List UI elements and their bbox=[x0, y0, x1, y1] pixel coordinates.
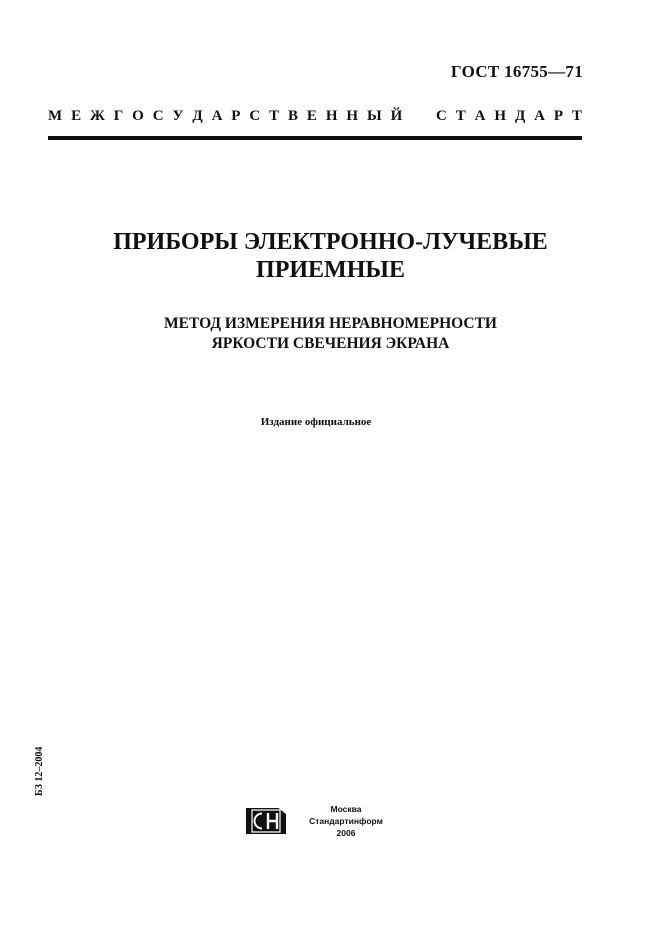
header-letter: Т bbox=[571, 108, 582, 124]
header-letter: О bbox=[132, 108, 144, 124]
publisher-year: 2006 bbox=[336, 828, 356, 838]
header-letter: Н bbox=[494, 108, 507, 124]
header-letter: Й bbox=[390, 108, 403, 124]
header-gap bbox=[411, 108, 427, 125]
header-letter: Т bbox=[269, 108, 280, 124]
header-letter: С bbox=[249, 108, 261, 124]
header-letter: А bbox=[534, 108, 546, 124]
subtitle-line-2: ЯРКОСТИ СВЕЧЕНИЯ ЭКРАНА bbox=[211, 335, 450, 352]
header-letter: С bbox=[436, 108, 447, 124]
side-code: БЗ 12–2004 bbox=[34, 746, 45, 796]
header-letter: Г bbox=[113, 108, 124, 124]
header-letter: В bbox=[288, 108, 299, 124]
header-letter: Р bbox=[231, 108, 241, 124]
header-letter: Е bbox=[306, 108, 317, 124]
header-letter: У bbox=[172, 108, 184, 124]
header-rule bbox=[48, 136, 582, 140]
edition-label: Издание официальное bbox=[260, 416, 372, 428]
header-letter: Д bbox=[514, 108, 526, 124]
header-letter: Ж bbox=[89, 108, 105, 124]
document-title bbox=[0, 228, 661, 284]
header-letter: А bbox=[474, 108, 486, 124]
publisher-name: Стандартинформ bbox=[309, 816, 383, 826]
header-letter: А bbox=[211, 108, 223, 124]
publisher-block bbox=[306, 803, 386, 839]
header-letter: С bbox=[152, 108, 164, 124]
header-letter: Н bbox=[325, 108, 338, 124]
header-letter: Ы bbox=[366, 108, 382, 124]
header-letter: Е bbox=[71, 108, 82, 124]
header-letter: Т bbox=[455, 108, 466, 124]
standard-type-header bbox=[48, 108, 582, 125]
document-code: ГОСТ 16755—71 bbox=[450, 62, 583, 81]
subtitle-line-1: МЕТОД ИЗМЕРЕНИЯ НЕРАВНОМЕРНОСТИ bbox=[164, 315, 497, 332]
standartinform-logo-icon bbox=[246, 806, 286, 834]
header-letter: Н bbox=[346, 108, 359, 124]
header-letter: Д bbox=[192, 108, 203, 124]
header-letter: М bbox=[48, 108, 63, 124]
document-subtitle bbox=[0, 314, 661, 354]
title-line-2: ПРИЕМНЫЕ bbox=[256, 257, 405, 283]
header-letter: Р bbox=[553, 108, 564, 124]
publisher-city: Москва bbox=[330, 804, 362, 814]
title-line-1: ПРИБОРЫ ЭЛЕКТРОННО-ЛУЧЕВЫЕ bbox=[113, 229, 548, 255]
